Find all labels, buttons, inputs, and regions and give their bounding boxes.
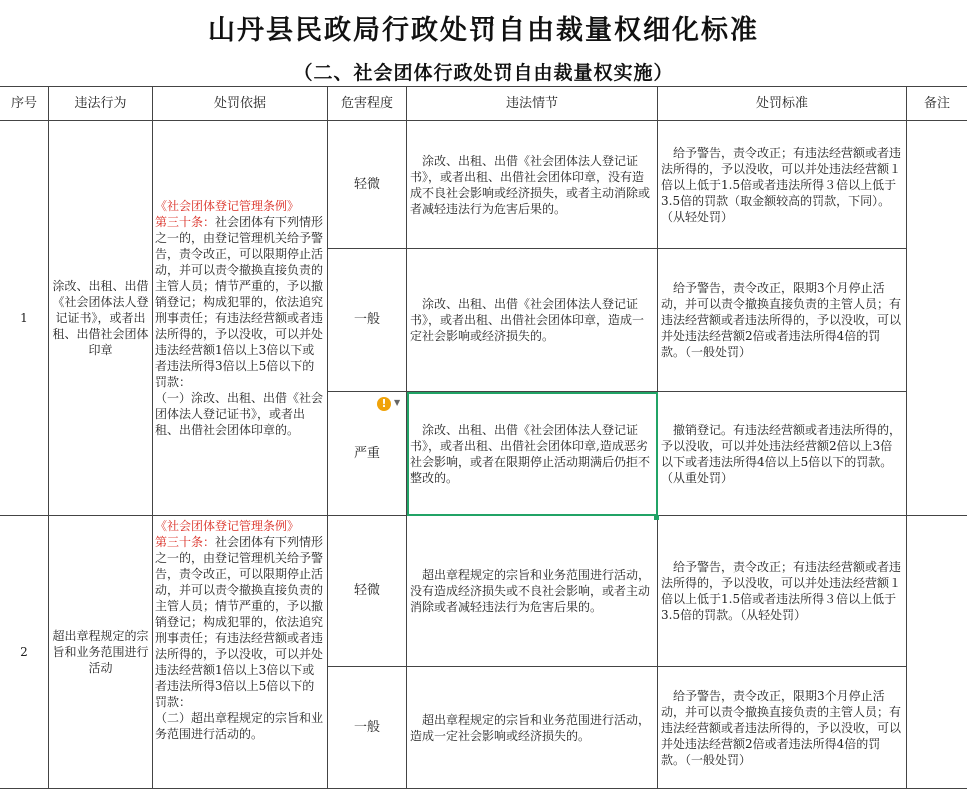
harm-level-cell[interactable]: 一般 [328,667,407,789]
remark-cell[interactable] [907,121,967,516]
table-row [0,516,967,667]
row-number-cell[interactable]: 2 [0,516,49,789]
standard-cell[interactable]: 给予警告，责令改正，限期3个月停止活动，并可以责令撤换直接负责的主管人员；有违法经营额或者违法所得的，予以没收，可以并处违法经营额2倍或者违法所得4倍的罚款。（一般处罚） [658,667,907,789]
header-no[interactable]: 序号 [0,87,49,121]
basis-body: 社会团体有下列情形之一的，由登记管理机关给予警告，责令改正，可以限期停止活动，并可以责令撤换直接负责的主管人员；情节严重的，予以撤销登记；构成犯罪的，依法追究刑事责任；有违法经营额或者违法所得的，予以没收，可以并处违法经营额1倍以上3倍以下或者违法所得3倍以上5倍以下的罚款： [155,215,324,389]
selected-situation-cell[interactable]: 涂改、出租、出借《社会团体法人登记证书》，或者出租、出借社会团体印章,造成恶劣社会影响，或者在限期停止活动期满后仍拒不整改的。 [407,392,658,516]
situation-cell[interactable]: 涂改、出租、出借《社会团体法人登记证书》，或者出租、出借社会团体印章，造成一定社会影响或经济损失的。 [407,249,658,392]
header-remark[interactable]: 备注 [907,87,967,121]
basis-regulation-title: 《社会团体登记管理条例》 [155,199,300,213]
penalty-basis-cell[interactable] [153,121,328,516]
header-basis[interactable]: 处罚依据 [153,87,328,121]
basis-article: 第三十条： [155,215,216,229]
remark-cell[interactable] [907,516,967,789]
violation-act-cell[interactable]: 超出章程规定的宗旨和业务范围进行活动 [49,516,153,789]
penalty-basis-cell[interactable] [153,516,328,789]
header-act[interactable]: 违法行为 [49,87,153,121]
page-title: 山丹县民政局行政处罚自由裁量权细化标准 [208,15,759,46]
harm-level-cell[interactable]: 轻微 [328,516,407,667]
violation-act-cell[interactable]: 涂改、出租、出借《社会团体法人登记证书》，或者出租、出借社会团体印章 [49,121,153,516]
standard-cell[interactable]: 给予警告，责令改正，限期3个月停止活动，并可以责令撤换直接负责的主管人员；有违法经营额或者违法所得的，予以没收，可以并处违法经营额2倍或者违法所得4倍的罚款。（一般处罚） [658,249,907,392]
basis-item: （二）超出章程规定的宗旨和业务范围进行活动的。 [155,711,324,741]
basis-body: 社会团体有下列情形之一的，由登记管理机关给予警告，责令改正，可以限期停止活动，并可以责令撤换直接负责的主管人员；情节严重的，予以撤销登记；构成犯罪的，依法追究刑事责任；有违法经营额或者违法所得的，予以没收，可以并处违法经营额1倍以上3倍以下或者违法所得3倍以上5倍以下的罚款： [155,535,324,709]
table-row [0,121,967,249]
situation-cell[interactable]: 涂改、出租、出借《社会团体法人登记证书》，或者出租、出借社会团体印章，没有造成不良社会影响或经济损失，或者主动消除或者减轻违法行为危害后果的。 [407,121,658,249]
standard-cell[interactable]: 给予警告，责令改正；有违法经营额或者违法所得的，予以没收，可以并处违法经营额１倍以上低于1.5倍或者违法所得３倍以上低于3.5倍的罚款。（从轻处罚） [658,516,907,667]
harm-level-cell[interactable]: 一般 [328,249,407,392]
header-level[interactable]: 危害程度 [328,87,407,121]
exclamation-warning-icon[interactable]: ! [377,397,391,411]
basis-article: 第三十条： [155,535,216,549]
situation-cell[interactable]: 超出章程规定的宗旨和业务范围进行活动，造成一定社会影响或经济损失的。 [407,667,658,789]
basis-item: （一）涂改、出租、出借《社会团体法人登记证书》，或者出租、出借社会团体印章的。 [155,391,324,437]
header-standard[interactable]: 处罚标准 [658,87,907,121]
header-situation[interactable]: 违法情节 [407,87,658,121]
fill-handle[interactable] [654,515,659,520]
chevron-down-icon[interactable]: ▼ [394,398,401,407]
row-number-cell[interactable]: 1 [0,121,49,516]
harm-level-cell[interactable]: 严重 [328,392,407,516]
harm-level-cell[interactable]: 轻微 [328,121,407,249]
situation-cell[interactable]: 超出章程规定的宗旨和业务范围进行活动，没有造成经济损失或不良社会影响，或者主动消除或者减轻违法行为危害后果的。 [407,516,658,667]
basis-regulation-title: 《社会团体登记管理条例》 [155,519,300,533]
standard-cell[interactable]: 撤销登记。有违法经营额或者违法所得的，予以没收，可以并处违法经营额2倍以上3倍以下或者违法所得4倍以上5倍以下的罚款。（从重处罚） [658,392,907,516]
discretion-table [0,86,967,789]
header-row [0,87,967,121]
standard-cell[interactable]: 给予警告，责令改正；有违法经营额或者违法所得的，予以没收，可以并处违法经营额１倍以上低于1.5倍或者违法所得３倍以上低于3.5倍的罚款（取金额较高的罚款，下同）。（从轻处罚） [658,121,907,249]
page-subtitle: （二、社会团体行政处罚自由裁量权实施） [293,62,674,84]
